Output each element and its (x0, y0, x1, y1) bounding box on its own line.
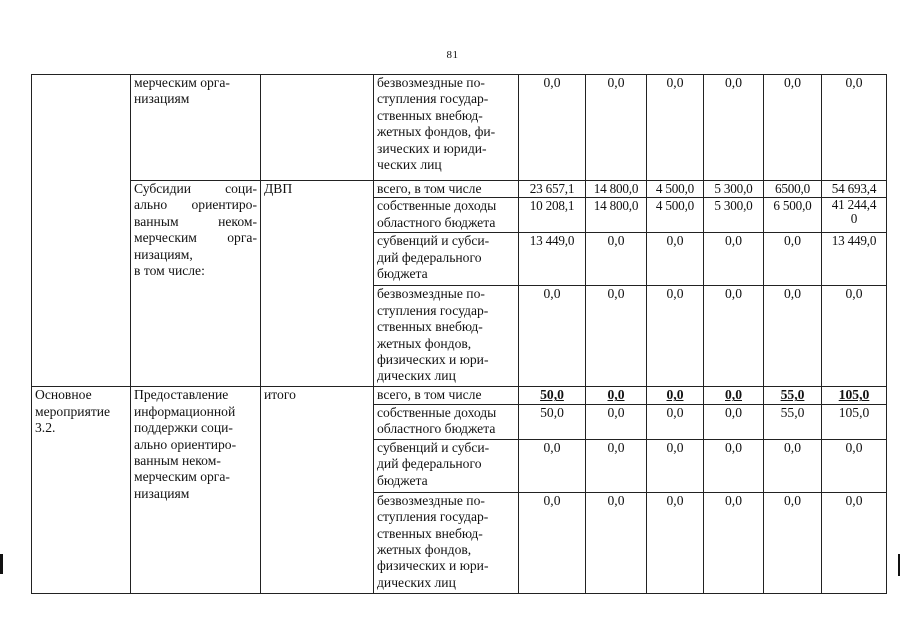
value-cell: 55,0 (764, 404, 822, 439)
value-cell: 0,0 (519, 439, 586, 492)
value-cell: 0,0 (704, 439, 764, 492)
description-line: в том числе: (134, 263, 205, 279)
page-number: 81 (446, 49, 459, 61)
value-cell: 0,0 (764, 492, 822, 593)
description-line: мерческим орга- (134, 230, 257, 246)
table-row (32, 181, 887, 198)
value-text: 0,0 (666, 387, 684, 403)
value-cell: 0,0 (647, 439, 704, 492)
value-cell: 0,0 (704, 492, 764, 593)
table-row (32, 75, 887, 181)
value-cell: 0,0 (519, 492, 586, 593)
value-cell: 0,0 (704, 404, 764, 439)
value-cell: 0,0 (704, 75, 764, 181)
funding-source-cell: собственные доходы областного бюджета (374, 198, 519, 233)
value-cell: 0,0 (822, 286, 887, 387)
value-cell: 23 657,1 (519, 181, 586, 198)
value-cell: 0,0 (822, 439, 887, 492)
event-name-cell: Основное мероприятие 3.2. (32, 387, 131, 593)
funding-source-cell: безвозмездные по- ступления государ- ственных внебюд- жетных фондов, фи- зических и юриди- ческих лиц (374, 75, 519, 181)
value-cell: 4 500,0 (647, 198, 704, 233)
value-cell: 0,0 (519, 286, 586, 387)
value-cell: 54 693,4 (822, 181, 887, 198)
value-cell: 0,0 (647, 404, 704, 439)
value-cell: 0,0 (647, 286, 704, 387)
value-cell: 0,0 (586, 286, 647, 387)
executor-cell: итого (261, 387, 374, 593)
value-cell: 6500,0 (764, 181, 822, 198)
value-cell: 4 500,0 (647, 181, 704, 198)
value-text: 55,0 (780, 387, 805, 403)
funding-source-cell: собственные доходы областного бюджета (374, 404, 519, 439)
value-cell: 105,0 (822, 404, 887, 439)
value-cell: 0,0 (586, 492, 647, 593)
value-cell (764, 387, 822, 404)
value-cell: 0,0 (586, 75, 647, 181)
table-row (32, 387, 887, 404)
value-cell: 0,0 (822, 492, 887, 593)
value-cell: 0,0 (647, 75, 704, 181)
value-cell (704, 387, 764, 404)
value-cell: 13 449,0 (822, 233, 887, 286)
funding-source-cell: безвозмездные по- ступления государ- ственных внебюд- жетных фондов, физических и юри- дических лиц (374, 286, 519, 387)
description-line: ванным неком- (134, 213, 257, 229)
budget-table (31, 74, 887, 594)
value-cell: 14 800,0 (586, 198, 647, 233)
value-cell (519, 387, 586, 404)
value-cell: 41 244,4 0 (822, 198, 887, 233)
value-cell: 5 300,0 (704, 181, 764, 198)
scan-edge-mark-right (898, 554, 900, 576)
value-cell (647, 387, 704, 404)
value-cell: 5 300,0 (704, 198, 764, 233)
executor-cell: ДВП (261, 181, 374, 387)
value-cell: 0,0 (764, 75, 822, 181)
value-cell: 0,0 (764, 286, 822, 387)
description-line: ально ориентиро- (134, 197, 257, 213)
value-cell: 0,0 (586, 404, 647, 439)
event-description-cell: Предоставление информационной поддержки соци- ально ориентиро- ванным неком- мерческим орга- низациям (131, 387, 261, 593)
value-text: 0,0 (725, 387, 742, 403)
event-name-cell (32, 75, 131, 387)
value-cell: 10 208,1 (519, 198, 586, 233)
funding-source-cell: всего, в том числе (374, 181, 519, 198)
value-cell: 0,0 (764, 233, 822, 286)
value-text: 105,0 (838, 387, 870, 403)
value-cell: 0,0 (519, 75, 586, 181)
value-cell: 0,0 (586, 439, 647, 492)
value-cell (822, 387, 887, 404)
event-description-cell (131, 181, 261, 387)
funding-source-cell: субвенций и субси- дий федерального бюджета (374, 233, 519, 286)
value-cell: 50,0 (519, 404, 586, 439)
funding-source-cell: субвенций и субси- дий федерального бюджета (374, 439, 519, 492)
funding-source-cell: безвозмездные по- ступления государ- ственных внебюд- жетных фондов, физических и юри- дических лиц (374, 492, 519, 593)
value-cell (586, 387, 647, 404)
scan-edge-mark-left (0, 554, 3, 574)
value-cell: 0,0 (647, 233, 704, 286)
value-text: 50,0 (540, 387, 564, 403)
value-cell: 0,0 (764, 439, 822, 492)
value-cell: 0,0 (822, 75, 887, 181)
value-cell: 0,0 (586, 233, 647, 286)
value-cell: 0,0 (647, 492, 704, 593)
value-text: 0,0 (607, 387, 625, 403)
value-cell: 14 800,0 (586, 181, 647, 198)
value-cell: 13 449,0 (519, 233, 586, 286)
executor-cell (261, 75, 374, 181)
description-line: низациям, (134, 246, 193, 262)
value-cell: 0,0 (704, 233, 764, 286)
event-description-cell: мерческим орга- низациям (131, 75, 261, 181)
funding-source-cell: всего, в том числе (374, 387, 519, 404)
description-line: Субсидии соци- (134, 181, 257, 196)
value-cell: 6 500,0 (764, 198, 822, 233)
value-cell: 0,0 (704, 286, 764, 387)
